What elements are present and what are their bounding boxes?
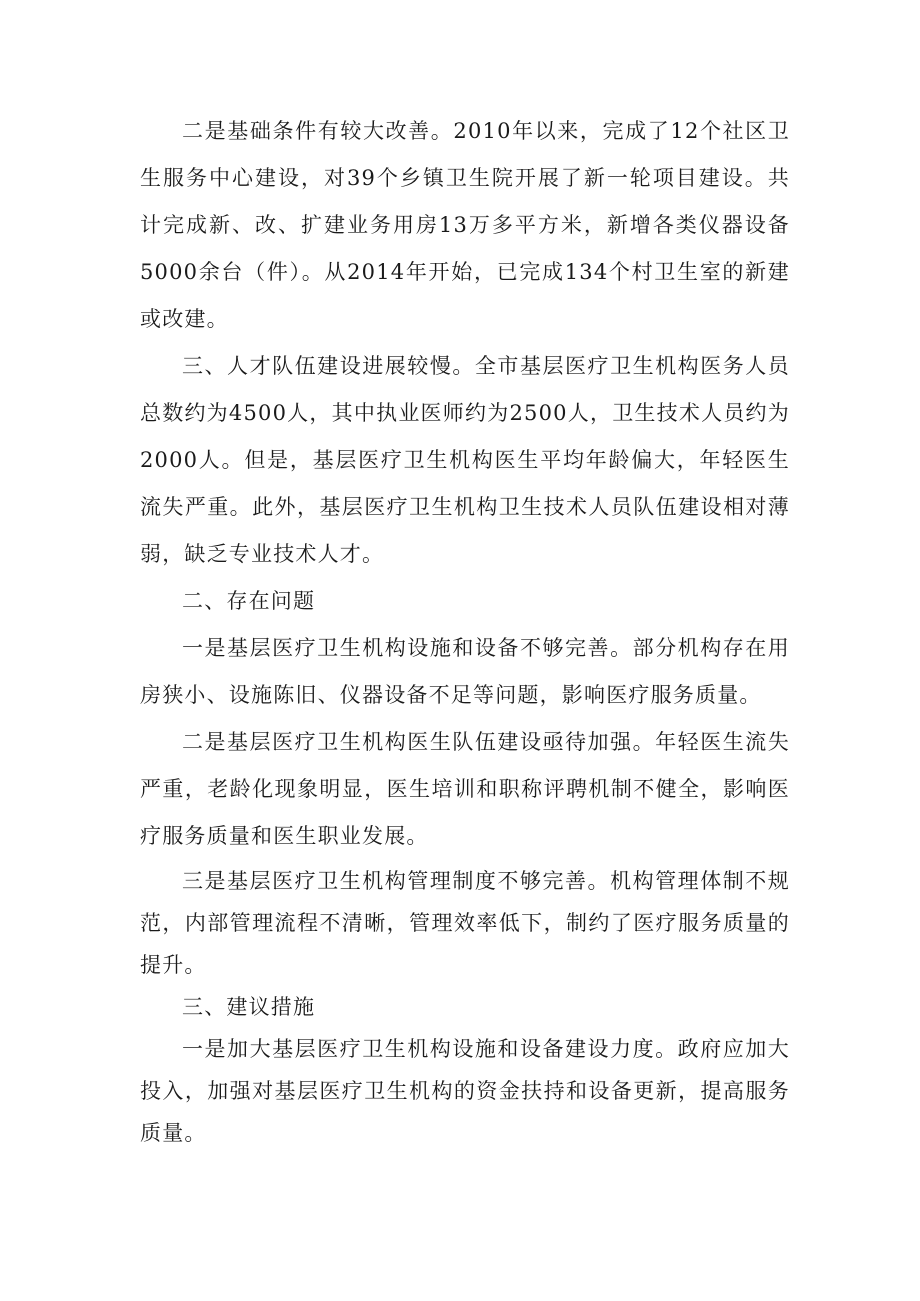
document-body [140,108,790,1154]
section-heading-suggestions: 三、建议措施 [182,995,316,1019]
paragraph-problem-doctors: 二是基层医疗卫生机构医生队伍建设亟待加强。年轻医生流失严重，老龄化现象明显，医生培训和职称评聘机制不健全，影响医疗服务质量和医生职业发展。 [140,730,790,848]
paragraph-problem-facilities: 一是基层医疗卫生机构设施和设备不够完善。部分机构存在用房狭小、设施陈旧、仪器设备不足等问题，影响医疗服务质量。 [140,636,790,707]
section-heading-problems: 二、存在问题 [182,589,316,613]
paragraph-infrastructure: 二是基础条件有较大改善。2010年以来，完成了12个社区卫生服务中心建设，对39个乡镇卫生院开展了新一轮项目建设。共计完成新、改、扩建业务用房13万多平方米，新增各类仪器设备5000余台（件）。从2014年开始，已完成134个村卫生室的新建或改建。 [140,119,790,331]
paragraph-talent-team: 三、人才队伍建设进展较慢。全市基层医疗卫生机构医务人员总数约为4500人，其中执业医师约为2500人，卫生技术人员约为2000人。但是，基层医疗卫生机构医生平均年龄偏大，年轻医生流失严重。此外，基层医疗卫生机构卫生技术人员队伍建设相对薄弱，缺乏专业技术人才。 [140,354,790,566]
paragraph-suggestion-investment: 一是加大基层医疗卫生机构设施和设备建设力度。政府应加大投入，加强对基层医疗卫生机构的资金扶持和设备更新，提高服务质量。 [140,1037,790,1145]
paragraph-problem-management: 三是基层医疗卫生机构管理制度不够完善。机构管理体制不规范，内部管理流程不清晰，管理效率低下，制约了医疗服务质量的提升。 [140,869,790,977]
